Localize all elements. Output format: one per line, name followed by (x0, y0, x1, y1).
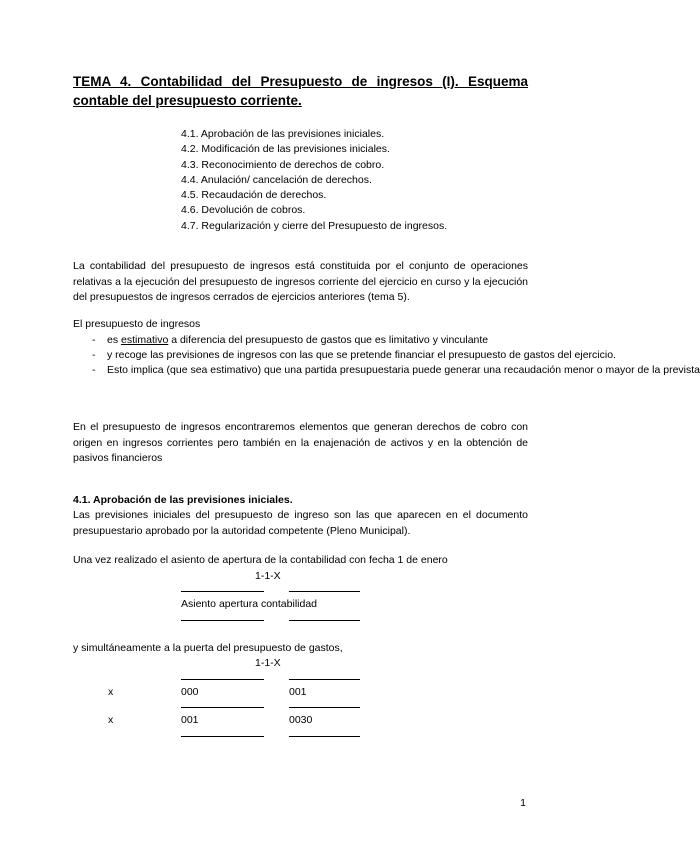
bullet-list (92, 333, 700, 379)
elements-paragraph: En el presupuesto de ingresos encontraremos elementos que generan derechos de cobro con origen en ingresos corrientes pero también en la enajenación de activos y en la obtención de pasivos financieros (73, 421, 528, 464)
journal-rule (181, 736, 264, 737)
toc-item: 4.3. Reconocimiento de derechos de cobro. (181, 158, 385, 171)
toc-item: 4.5. Recaudación de derechos. (181, 189, 327, 202)
journal-rule (289, 736, 360, 737)
journal-rule (289, 679, 360, 680)
underlined-term: estimativo (121, 334, 169, 346)
toc-item: 4.2. Modificación de las previsiones iniciales. (181, 143, 390, 156)
simultaneo-text: y simultáneamente a la puerta del presupuesto de gastos, (73, 642, 343, 654)
page-title: TEMA 4. Contabilidad del Presupuesto de ingresos (I). Esquema contable del presupuesto corriente. (73, 74, 528, 108)
entry-mark: x (108, 714, 114, 726)
journal-rule (181, 591, 264, 592)
bullet-text: y recoge las previsiones de ingresos con las que se pretende financiar el presupuesto de gastos del ejercicio. (107, 349, 616, 362)
journal-rule (289, 620, 360, 621)
bullet-item: - Esto implica (que sea estimativo) que una partida presupuestaria puede generar una recaudación menor o mayor de la prevista (92, 364, 700, 377)
toc-item: 4.6. Devolución de cobros. (181, 204, 306, 217)
journal-rule (289, 707, 360, 708)
page-number: 1 (520, 797, 526, 809)
toc-item: 4.4. Anulación/ cancelación de derechos. (181, 173, 372, 186)
entry-description: Asiento apertura contabilidad (181, 598, 318, 610)
bullet-text: es (107, 334, 122, 346)
intro-paragraph: La contabilidad del presupuesto de ingresos está constituida por el conjunto de operaciones relativas a la ejecución del presupuesto de ingresos corriente del ejercicio en curso y la ejecución del presupuestos de ingresos cerrados de ejercicios anteriores (tema 5). (73, 260, 528, 303)
journal-rule (289, 591, 360, 592)
credit-account: 001 (289, 686, 307, 698)
toc-item: 4.7. Regularización y cierre del Presupuesto de ingresos. (181, 219, 448, 232)
apertura-text: Una vez realizado el asiento de apertura de la contabilidad con fecha 1 de enero (73, 554, 448, 566)
entry-date: 1-1-X (255, 570, 281, 582)
debit-account: 001 (181, 714, 199, 726)
entry-date: 1-1-X (255, 657, 281, 669)
table-of-contents (181, 127, 447, 234)
entry-mark: x (108, 686, 114, 698)
section-heading: 4.1. Aprobación de las previsiones iniciales. (73, 494, 293, 506)
bullet-text: a diferencia del presupuesto de gastos que es limitativo y vinculante (168, 334, 489, 346)
credit-account: 0030 (289, 714, 313, 726)
toc-item: 4.1. Aprobación de las previsiones iniciales. (181, 128, 385, 140)
bullet-item: - y recoge las previsiones de ingresos con las que se pretende financiar el presupuesto de gastos del ejercicio. (92, 349, 616, 362)
journal-rule (181, 620, 264, 621)
section-paragraph: Las previsiones iniciales del presupuesto de ingreso son las que aparecen en el documento presupuestario aprobado por la autoridad competente (Pleno Municipal). (73, 509, 528, 537)
journal-rule (181, 679, 264, 680)
journal-rule (181, 707, 264, 708)
bullet-item: - es estimativo a diferencia del presupuesto de gastos que es limitativo y vinculante (92, 334, 489, 346)
bullet-text: Esto implica (que sea estimativo) que una partida presupuestaria puede generar una recaudación menor o mayor de la prevista (107, 364, 700, 377)
presupuesto-label: El presupuesto de ingresos (73, 318, 201, 330)
debit-account: 000 (181, 686, 199, 698)
